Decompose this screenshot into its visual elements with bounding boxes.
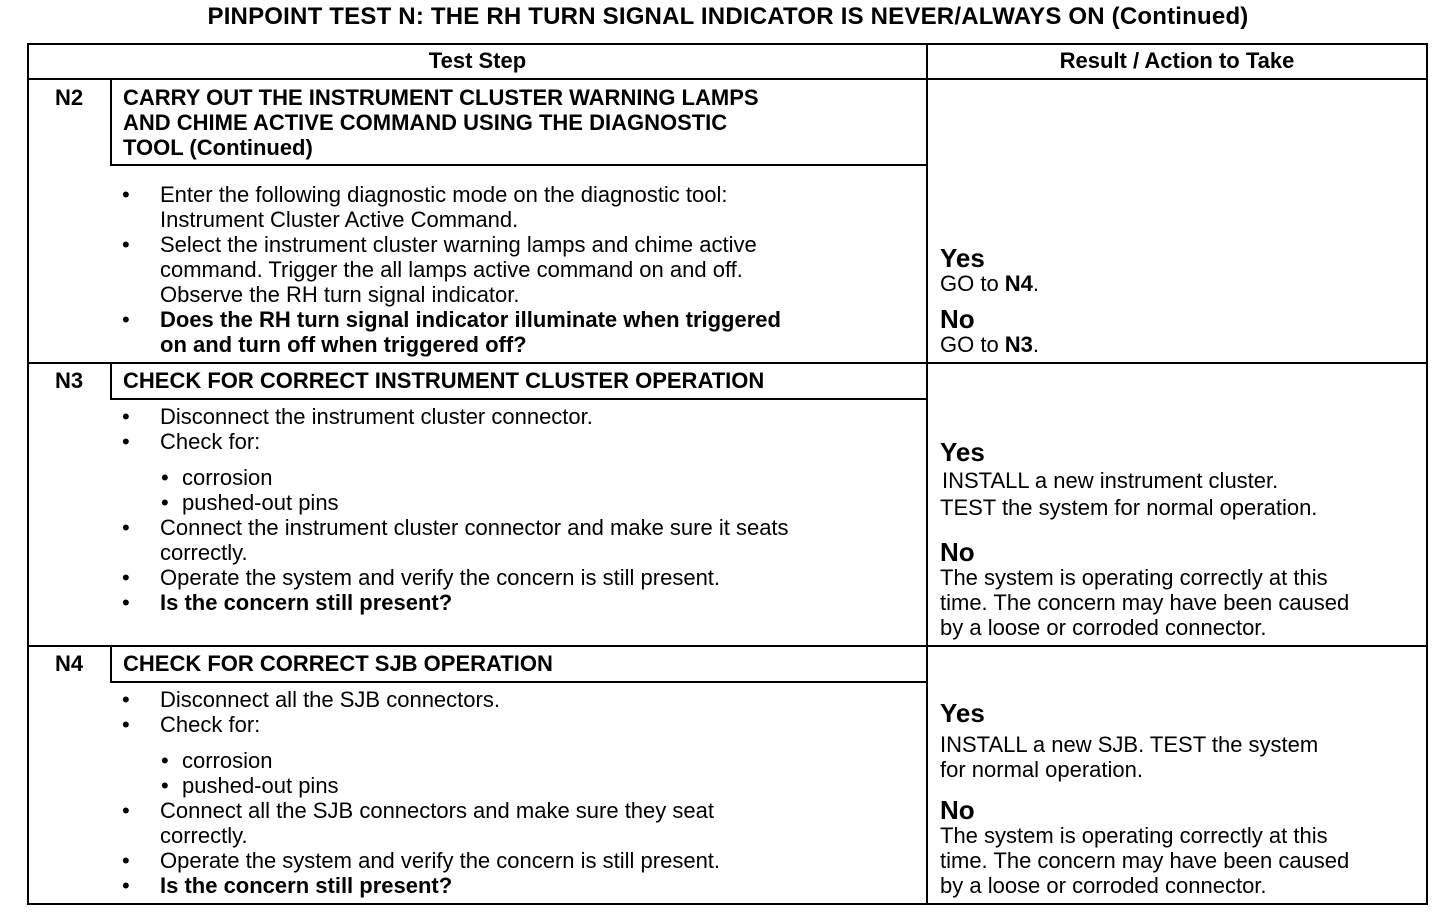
n3-bullet-1: Disconnect the instrument cluster connector.	[160, 404, 593, 429]
n3-bullet-5: Is the concern still present?	[160, 590, 453, 615]
n3-sub-bullet-1-glyph: •	[161, 465, 169, 490]
n4-bullet-2-glyph: •	[122, 712, 130, 737]
n2-bullet-2-line-2: command. Trigger the all lamps active command on and off.	[160, 257, 743, 282]
n2-yes-action: GO to N4.	[940, 271, 1040, 296]
n3-heading: CHECK FOR CORRECT INSTRUMENT CLUSTER OPERATION	[123, 368, 765, 393]
n4-bullet-5: Is the concern still present?	[160, 873, 453, 898]
header-rule	[27, 78, 1428, 80]
n2-bullet-1-glyph: •	[122, 182, 130, 207]
n4-bullet-3-line-1: Connect all the SJB connectors and make sure they seat	[160, 798, 714, 823]
n4-sub-bullet-1-glyph: •	[161, 748, 169, 773]
n2-no-link-n3[interactable]: N3	[1004, 332, 1033, 357]
n3-no-label: No	[940, 537, 975, 567]
n4-bullet-3-line-2: correctly.	[160, 823, 248, 848]
step-id-n4: N4	[54, 651, 84, 676]
n4-bullet-3-glyph: •	[122, 798, 130, 823]
n2-no-label: No	[940, 304, 975, 334]
n3-bullet-3-line-1: Connect the instrument cluster connector and make sure it seats	[160, 515, 789, 540]
n4-no-line-1: The system is operating correctly at this	[940, 823, 1328, 848]
n2-bullet-3-line-1: Does the RH turn signal indicator illuminate when triggered	[160, 307, 781, 332]
n2-bullet-3-glyph: •	[122, 307, 130, 332]
n2-yes-link-n4[interactable]: N4	[1004, 271, 1033, 296]
n2-no-action: GO to N3.	[940, 332, 1040, 357]
col-divider-main	[926, 43, 928, 905]
n2-bullet-3-line-2: on and turn off when triggered off?	[160, 332, 527, 357]
n4-yes-line-1: INSTALL a new SJB. TEST the system	[940, 732, 1319, 757]
n4-heading: CHECK FOR CORRECT SJB OPERATION	[123, 651, 553, 676]
n2-bullet-2-line-3: Observe the RH turn signal indicator.	[160, 282, 520, 307]
n4-yes-label: Yes	[940, 698, 985, 728]
n4-bullet-1: Disconnect all the SJB connectors.	[160, 687, 500, 712]
n4-yes-line-2: for normal operation.	[940, 757, 1143, 782]
n2-heading-rule	[110, 164, 928, 166]
n3-sub-bullet-1: corrosion	[182, 465, 273, 490]
n4-bullet-4-glyph: •	[122, 848, 130, 873]
n2-bullet-2-glyph: •	[122, 232, 130, 257]
n4-heading-rule	[110, 681, 928, 683]
n3-yes-label: Yes	[940, 437, 985, 467]
step-id-n3: N3	[54, 368, 84, 393]
n2-bullet-1-line-1: Enter the following diagnostic mode on the diagnostic tool:	[160, 182, 728, 207]
n3-bullet-4-glyph: •	[122, 565, 130, 590]
n4-no-line-3: by a loose or corroded connector.	[940, 873, 1267, 898]
n4-no-label: No	[940, 795, 975, 825]
n2-bullet-2-line-1: Select the instrument cluster warning lamps and chime active	[160, 232, 757, 257]
n3-bullet-3-glyph: •	[122, 515, 130, 540]
n3-yes-line-2: TEST the system for normal operation.	[940, 495, 1318, 520]
n4-sub-bullet-1: corrosion	[182, 748, 273, 773]
n2-yes-label: Yes	[940, 243, 985, 273]
n4-no-line-2: time. The concern may have been caused	[940, 848, 1350, 873]
header-test-step: Test Step	[428, 48, 527, 73]
n3-heading-rule	[110, 398, 928, 400]
n2-bullet-1-line-2: Instrument Cluster Active Command.	[160, 207, 519, 232]
n2-bottom-rule	[27, 362, 1428, 364]
n4-bullet-4: Operate the system and verify the concern is still present.	[160, 848, 721, 873]
n3-no-line-1: The system is operating correctly at this	[940, 565, 1328, 590]
n4-sub-bullet-2-glyph: •	[161, 773, 169, 798]
n3-bullet-2: Check for:	[160, 429, 261, 454]
step-id-n2: N2	[54, 85, 84, 110]
n4-sub-bullet-2: pushed-out pins	[182, 773, 339, 798]
n3-no-line-3: by a loose or corroded connector.	[940, 615, 1267, 640]
n2-heading-line-3: TOOL (Continued)	[123, 135, 313, 160]
n2-heading-line-1: CARRY OUT THE INSTRUMENT CLUSTER WARNING LAMPS	[123, 85, 759, 110]
page-title: PINPOINT TEST N: THE RH TURN SIGNAL INDICATOR IS NEVER/ALWAYS ON (Continued)	[207, 3, 1249, 30]
n3-bottom-rule	[27, 645, 1428, 647]
header-result: Result / Action to Take	[1059, 48, 1295, 73]
n3-bullet-5-glyph: •	[122, 590, 130, 615]
n3-bullet-3-line-2: correctly.	[160, 540, 248, 565]
n3-yes-line-1: INSTALL a new instrument cluster.	[942, 468, 1279, 493]
n4-bullet-1-glyph: •	[122, 687, 130, 712]
n3-no-line-2: time. The concern may have been caused	[940, 590, 1350, 615]
n3-bullet-2-glyph: •	[122, 429, 130, 454]
n3-bullet-1-glyph: •	[122, 404, 130, 429]
n3-sub-bullet-2: pushed-out pins	[182, 490, 339, 515]
n2-heading-line-2: AND CHIME ACTIVE COMMAND USING THE DIAGNOSTIC	[123, 110, 728, 135]
n4-bullet-2: Check for:	[160, 712, 261, 737]
n3-bullet-4: Operate the system and verify the concern is still present.	[160, 565, 721, 590]
n4-bullet-5-glyph: •	[122, 873, 130, 898]
n3-sub-bullet-2-glyph: •	[161, 490, 169, 515]
